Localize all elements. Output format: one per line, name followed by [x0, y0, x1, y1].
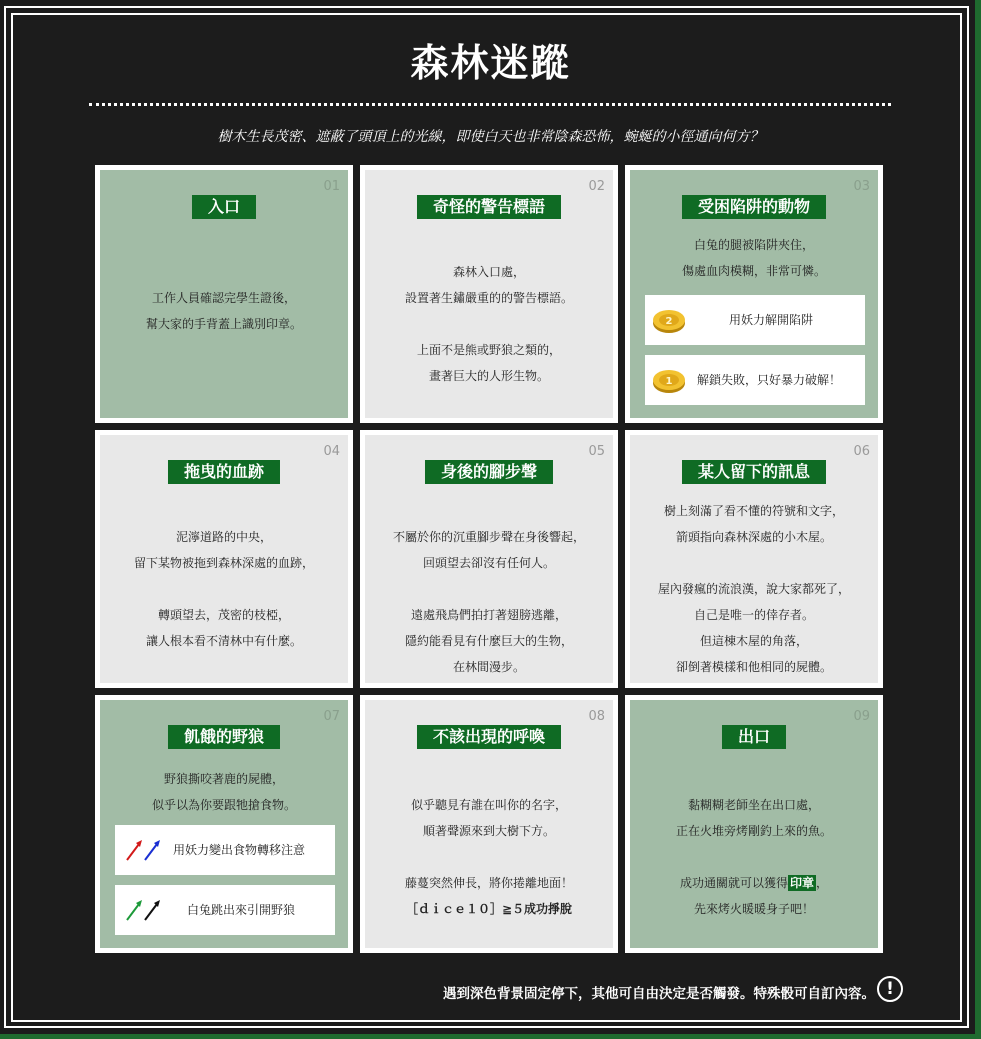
dart-pins-icon [121, 835, 161, 865]
dice-check-line: ［ｄｉｃｅ１０］≧５成功掙脫 [405, 902, 573, 916]
body-line [630, 550, 878, 576]
dotted-divider [89, 103, 891, 106]
card-title: 不該出現的呼喚 [417, 725, 561, 749]
body-line: 畫著巨大的人形生物。 [428, 369, 549, 383]
page-subtitle: 樹木生長茂密、遮蔽了頭頂上的光線，即使白天也非常陰森恐怖，蜿蜒的小徑通向何方？ [217, 129, 764, 145]
card-number: 04 [323, 444, 340, 459]
card-02 [360, 165, 618, 423]
card-number: 06 [853, 444, 870, 459]
card-05 [360, 430, 618, 688]
card-body [100, 285, 348, 337]
body-line: 似乎聽見有誰在叫你的名字， [410, 798, 567, 812]
body-line: 讓人根本看不清林中有什麼。 [145, 634, 302, 648]
body-line: 不屬於你的沉重腳步聲在身後響起， [392, 530, 585, 544]
body-line: 藤蔓突然伸長，將你捲離地面！ [404, 876, 573, 890]
card-title: 身後的腳步聲 [425, 460, 553, 484]
body-line [630, 844, 878, 870]
body-line: 黏糊糊老師坐在出口處， [687, 798, 820, 812]
body-line-suffix: ， [816, 876, 829, 890]
svg-text:2: 2 [665, 316, 673, 327]
card-title: 受困陷阱的動物 [682, 195, 826, 219]
card-title: 出口 [722, 725, 786, 749]
body-line: 卻倒著模樣和他相同的屍體。 [675, 660, 832, 674]
card-body [365, 792, 613, 922]
option-text: 解鎖失敗，只好暴力破解！ [697, 373, 842, 387]
card-title: 拖曳的血跡 [168, 460, 280, 484]
body-line: 在林間漫步。 [452, 660, 525, 674]
card-body [630, 232, 878, 284]
body-line [100, 576, 348, 602]
option-conjure-food[interactable] [115, 825, 335, 875]
card-title: 奇怪的警告標語 [417, 195, 561, 219]
body-line: 上面不是熊或野狼之類的， [416, 343, 561, 357]
right-edge-strip [975, 0, 981, 1039]
card-title: 入口 [192, 195, 256, 219]
card-06 [625, 430, 883, 688]
card-03 [625, 165, 883, 423]
card-number: 09 [853, 709, 870, 724]
body-line: 遠處飛鳥們拍打著翅膀逃離， [410, 608, 567, 622]
body-line: 工作人員確認完學生證後， [151, 291, 296, 305]
body-line: 似乎以為你要跟牠搶食物。 [151, 798, 296, 812]
option-text: 用妖力解開陷阱 [729, 313, 814, 327]
card-body [365, 259, 613, 389]
coin-icon [651, 365, 691, 395]
body-line-text: 成功通關就可以獲得 [679, 876, 788, 890]
body-line: 傷處血肉模糊，非常可憐。 [681, 264, 826, 278]
svg-text:1: 1 [665, 376, 673, 387]
body-line: 正在火堆旁烤剛釣上來的魚。 [675, 824, 832, 838]
card-body [100, 524, 348, 654]
card-title: 某人留下的訊息 [682, 460, 826, 484]
option-rabbit-lure[interactable] [115, 885, 335, 935]
option-untrap-with-power[interactable] [645, 295, 865, 345]
card-title: 飢餓的野狼 [168, 725, 280, 749]
body-line: 但這棟木屋的角落， [699, 634, 808, 648]
card-01 [95, 165, 353, 423]
card-number: 05 [588, 444, 605, 459]
body-line: 設置著生鏽嚴重的的警告標語。 [404, 291, 573, 305]
body-line [365, 844, 613, 870]
body-line: 回頭望去卻沒有任何人。 [422, 556, 555, 570]
card-body [630, 498, 878, 680]
card-body [100, 766, 348, 818]
card-number: 08 [588, 709, 605, 724]
body-line: 野狼撕咬著鹿的屍體， [163, 772, 284, 786]
option-text: 白兔跳出來引開野狼 [187, 903, 296, 917]
card-07 [95, 695, 353, 953]
body-line [630, 870, 878, 896]
option-text: 用妖力變出食物轉移注意 [173, 843, 306, 857]
body-line: 白兔的腿被陷阱夾住， [693, 238, 814, 252]
card-09 [625, 695, 883, 953]
body-line: 先來烤火暖暖身子吧！ [693, 902, 814, 916]
card-04 [95, 430, 353, 688]
body-line: 隱約能看見有什麼巨大的生物， [404, 634, 573, 648]
bottom-edge-strip [0, 1034, 981, 1039]
footer-note: 遇到深色背景固定停下，其他可自由決定是否觸發。特殊骰可自訂內容。 [443, 986, 875, 1002]
card-number: 02 [588, 179, 605, 194]
dart-pins-icon [121, 895, 161, 925]
card-08 [360, 695, 618, 953]
body-line: 森林入口處， [452, 265, 525, 279]
card-body [630, 792, 878, 922]
body-line: 屋內發瘋的流浪漢，說大家都死了， [657, 582, 850, 596]
body-line: 自己是唯一的倖存者。 [693, 608, 814, 622]
body-line: 轉頭望去，茂密的枝椏， [157, 608, 290, 622]
page-title: 森林迷蹤 [410, 41, 571, 85]
stamp-badge: 印章 [789, 876, 814, 890]
body-line [365, 311, 613, 337]
exclamation-icon: ! [877, 976, 903, 1002]
card-number: 03 [853, 179, 870, 194]
body-line: 樹上刻滿了看不懂的符號和文字， [663, 504, 844, 518]
card-body [365, 524, 613, 680]
body-line: 留下某物被拖到森林深處的血跡， [133, 556, 314, 570]
body-line: 幫大家的手背蓋上識別印章。 [145, 317, 302, 331]
option-force-open[interactable] [645, 355, 865, 405]
body-line [365, 576, 613, 602]
card-number: 07 [323, 709, 340, 724]
body-line: 順著聲源來到大樹下方。 [422, 824, 555, 838]
card-number: 01 [323, 179, 340, 194]
coin-icon [651, 305, 691, 335]
body-line: 泥濘道路的中央， [175, 530, 272, 544]
body-line: 箭頭指向森林深處的小木屋。 [675, 530, 832, 544]
